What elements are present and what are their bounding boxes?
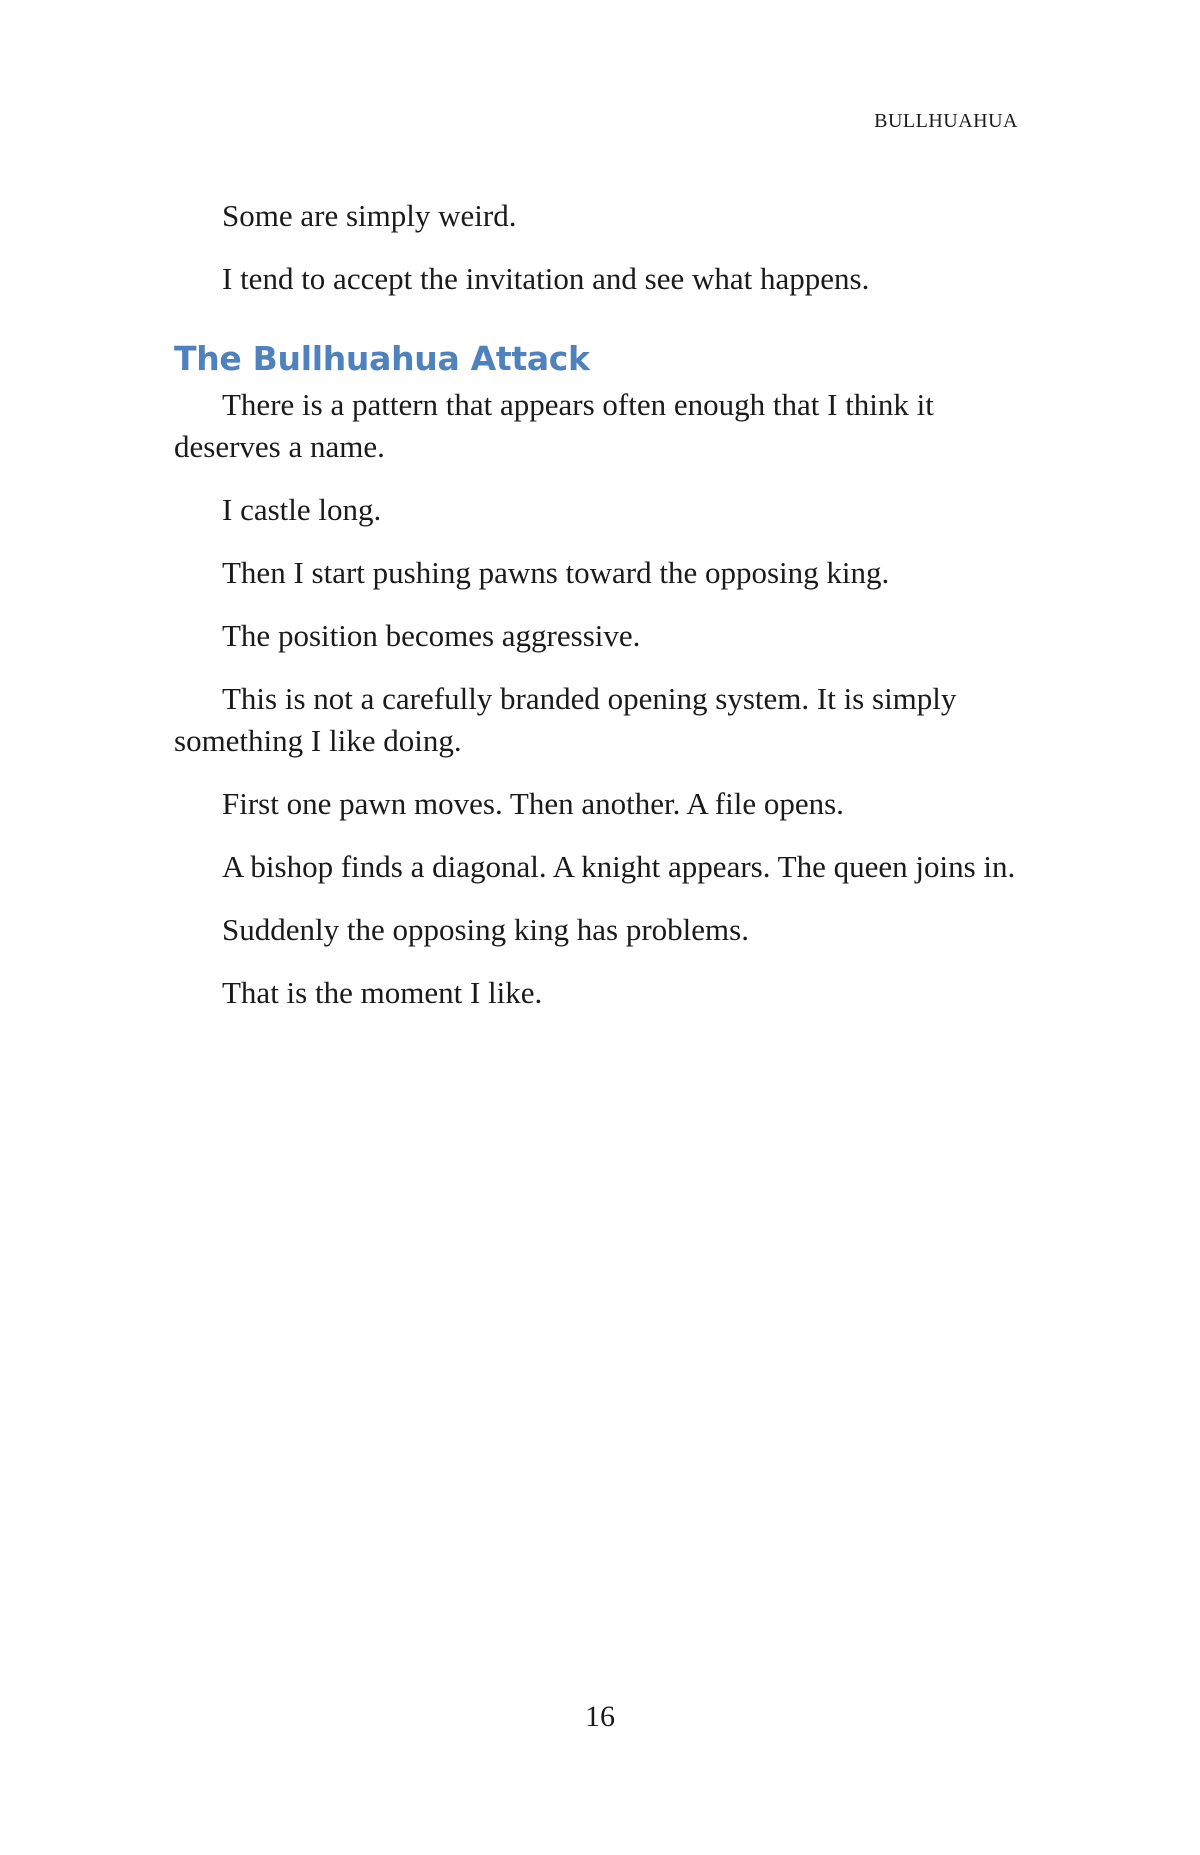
paragraph: This is not a carefully branded opening system. It is simply something I like doing. [174, 681, 957, 758]
section-heading: The Bullhuahua Attack [174, 339, 590, 378]
paragraph: Some are simply weird. [222, 198, 517, 233]
paragraph: A bishop finds a diagonal. A knight appears. The queen joins in. [222, 849, 1016, 884]
page-number: 16 [585, 1700, 615, 1733]
paragraph: I castle long. [222, 492, 382, 527]
body-text [174, 195, 1034, 1035]
paragraph: I tend to accept the invitation and see what happens. [222, 261, 870, 296]
paragraph: First one pawn moves. Then another. A file opens. [222, 786, 844, 821]
paragraph: There is a pattern that appears often enough that I think it deserves a name. [174, 387, 934, 464]
paragraph: That is the moment I like. [222, 975, 543, 1010]
paragraph: Suddenly the opposing king has problems. [222, 912, 749, 947]
paragraph: The position becomes aggressive. [222, 618, 641, 653]
paragraph: Then I start pushing pawns toward the opposing king. [222, 555, 890, 590]
running-head: BULLHUAHUA [874, 110, 1018, 132]
